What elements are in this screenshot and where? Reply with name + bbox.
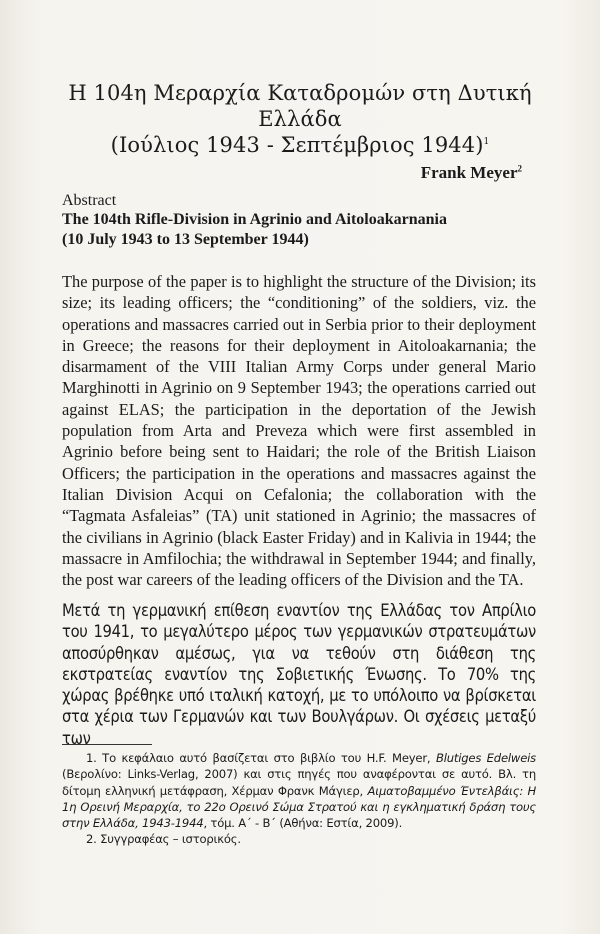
abstract-label: Abstract — [62, 192, 117, 209]
title-footnote-mark[interactable]: 1 — [483, 137, 490, 147]
abstract-title — [62, 210, 542, 250]
fn1-book-title-greek: Αιματοβαμμένο Έντελβάις: Η 1η Ορεινή Μεραρχία, το 22ο Ορεινό Σώμα Στρατού και η εγκληματική δράση τους στην Ελλάδα, 1943-1944 — [62, 783, 536, 831]
fn1-part-c: , τόμ. Α΄ - Β΄ (Αθήνα: Εστία, 2009). — [203, 816, 403, 831]
body-paragraph: Μετά τη γερμανική επίθεση εναντίον της Ελλάδας τον Απρίλιο του 1941, το μεγαλύτερο μέρος των γερμανικών στρατευμάτων αποσύρθηκαν αμέσως, για να τεθούν στη διάθεση της εκστρατείας εναντίον της Σοβιετικής Ένωσης. Το 70% της χώρας βρέθηκε υπό ιταλική κατοχή, με το υπόλοιπο να βρίσκεται στα χέρια των Γερμανών και των Βουλγάρων. Οι σχέσεις μεταξύ των — [62, 601, 536, 748]
title-line-2-text: (Ιούλιος 1943 - Σεπτέμβριος 1944) — [110, 133, 484, 157]
title-line-1: Η 104η Μεραρχία Καταδρομών στη Δυτική Ελλάδα — [68, 81, 532, 131]
footnotes — [62, 750, 536, 848]
author — [421, 163, 522, 183]
title-line-2 — [40, 132, 560, 158]
fn1-part-a: 1. Το κεφάλαιο αυτό βασίζεται στο βιβλίο του H.F. Meyer, — [86, 751, 436, 765]
paper-title — [40, 80, 560, 158]
fn1-book-title: Blutiges Edelweis — [435, 751, 537, 765]
footnote-divider — [62, 744, 152, 745]
author-footnote-mark[interactable]: 2 — [517, 163, 522, 174]
abstract-title-line-1: The 104th Rifle-Division in Agrinio and Aitoloakarnania — [62, 211, 447, 228]
fn1-part-b: (Βερολίνο: Links-Verlag, 2007) και στις πηγές που αναφέρονται σε αυτό. Βλ. τη δίτομη ελληνική μετάφραση, Χέρμαν Φρανκ Μάγιερ, — [62, 767, 536, 798]
author-name: Frank Meyer — [420, 163, 518, 182]
footnote-1 — [62, 750, 536, 831]
footnote-2: 2. Συγγραφέας – ιστορικός. — [86, 832, 241, 847]
abstract-title-line-2: (10 July 1943 to 13 September 1944) — [62, 231, 309, 248]
abstract-body: The purpose of the paper is to highlight the structure of the Division; its size; its leading officers; the “conditioning” of the soldiers, viz. the operations and massacres carried out in Serbia prior to their deployment in Greece; the reasons for their deployment in Aitoloakarnania; the disarmament of the VIII Italian Army Corps under general Mario Marghinotti in Agrinio on 9 September 1943; the operations carried out against ELAS; the participation in the deportation of the Jewish population from Arta and Preveza which were first assembled in Agrinio before being sent to Haidari; the role of the British Liaison Officers; the participation in the operations and massacres against the Italian Division Acqui on Cefalonia; the collaboration with the “Tagmata Asfaleias” (TA) unit stationed in Agrinio; the massacres of the civilians in Agrinio (black Easter Friday) and in Kalivia in 1944; the massacre in Amfilochia; the withdrawal in September 1944; and finally, the post war careers of the leading officers of the Division and the TA. — [62, 272, 536, 590]
